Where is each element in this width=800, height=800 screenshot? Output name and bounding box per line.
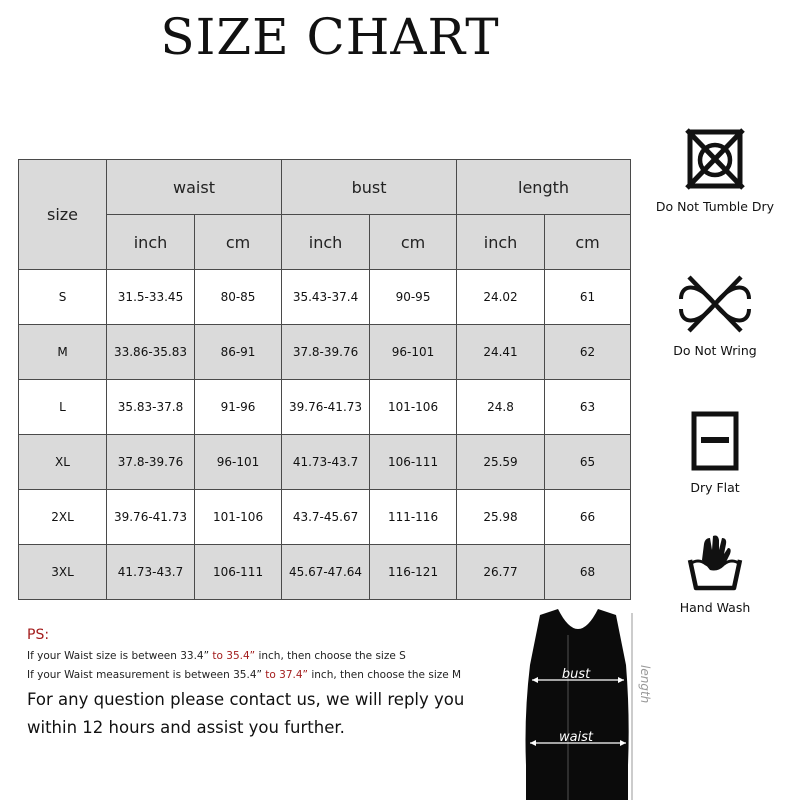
note-text: inch, then choose the size M	[311, 669, 462, 681]
table-cell: 35.43-37.4	[282, 270, 370, 325]
unit-header: cm	[545, 215, 631, 270]
table-cell: 96-101	[370, 325, 457, 380]
table-cell: 25.98	[457, 490, 545, 545]
vest-body	[526, 609, 629, 800]
table-cell: 66	[545, 490, 631, 545]
table-cell: 68	[545, 545, 631, 600]
care-dry-flat	[640, 410, 790, 495]
care-label: Do Not Wring	[673, 343, 757, 358]
care-label: Do Not Tumble Dry	[655, 199, 775, 214]
table-cell: 26.77	[457, 545, 545, 600]
table-cell: 24.8	[457, 380, 545, 435]
size-cell: 3XL	[19, 545, 107, 600]
table-cell: 62	[545, 325, 631, 380]
ps-label: PS:	[27, 627, 50, 643]
size-cell: 2XL	[19, 490, 107, 545]
size-table	[18, 159, 631, 600]
table-cell: 31.5-33.45	[107, 270, 195, 325]
unit-header: inch	[282, 215, 370, 270]
table-cell: 111-116	[370, 490, 457, 545]
table-header-row	[19, 160, 631, 215]
note-text: If your Waist measurement is between 35.4”	[27, 669, 262, 681]
table-cell: 43.7-45.67	[282, 490, 370, 545]
note-text: If your Waist size is between 33.4”	[27, 650, 210, 662]
hand-wash-icon	[682, 530, 748, 592]
unit-header: inch	[107, 215, 195, 270]
do-not-wring-icon	[675, 273, 755, 335]
table-row	[19, 490, 631, 545]
table-cell: 24.02	[457, 270, 545, 325]
table-cell: 35.83-37.8	[107, 380, 195, 435]
care-label: Hand Wash	[679, 600, 751, 615]
table-cell: 86-91	[195, 325, 282, 380]
table-cell: 116-121	[370, 545, 457, 600]
table-unit-row	[19, 215, 631, 270]
table-cell: 80-85	[195, 270, 282, 325]
vest-diagram	[512, 605, 662, 800]
table-cell: 37.8-39.76	[107, 435, 195, 490]
table-row	[19, 435, 631, 490]
care-label: Dry Flat	[690, 480, 740, 495]
length-header: length	[457, 160, 631, 215]
size-cell: S	[19, 270, 107, 325]
table-cell: 33.86-35.83	[107, 325, 195, 380]
table-row	[19, 325, 631, 380]
table-cell: 61	[545, 270, 631, 325]
page-title: SIZE CHART	[160, 8, 500, 66]
care-do-not-wring	[640, 273, 790, 358]
waist-label: waist	[558, 730, 594, 745]
table-cell: 24.41	[457, 325, 545, 380]
table-cell: 41.73-43.7	[282, 435, 370, 490]
waist-header: waist	[107, 160, 282, 215]
table-cell: 106-111	[370, 435, 457, 490]
bust-header: bust	[282, 160, 457, 215]
dry-flat-icon	[690, 410, 740, 472]
table-row	[19, 545, 631, 600]
size-cell: M	[19, 325, 107, 380]
length-label: length	[638, 665, 652, 704]
unit-header: inch	[457, 215, 545, 270]
size-header: size	[19, 160, 107, 270]
table-cell: 101-106	[195, 490, 282, 545]
bust-label: bust	[561, 667, 591, 682]
unit-header: cm	[195, 215, 282, 270]
care-do-not-tumble-dry	[640, 127, 790, 214]
table-cell: 37.8-39.76	[282, 325, 370, 380]
note-range: to 35.4”	[212, 650, 256, 662]
table-cell: 39.76-41.73	[107, 490, 195, 545]
table-cell: 39.76-41.73	[282, 380, 370, 435]
table-cell: 41.73-43.7	[107, 545, 195, 600]
size-cell: XL	[19, 435, 107, 490]
table-cell: 90-95	[370, 270, 457, 325]
table-row	[19, 380, 631, 435]
table-cell: 91-96	[195, 380, 282, 435]
note-range: to 37.4”	[265, 669, 308, 681]
size-cell: L	[19, 380, 107, 435]
table-cell: 101-106	[370, 380, 457, 435]
size-note-1	[27, 650, 406, 662]
care-hand-wash	[640, 530, 790, 615]
table-cell: 65	[545, 435, 631, 490]
table-cell: 45.67-47.64	[282, 545, 370, 600]
note-text: inch, then choose the size S	[258, 650, 406, 662]
unit-header: cm	[370, 215, 457, 270]
table-cell: 106-111	[195, 545, 282, 600]
size-note-2	[27, 669, 461, 681]
do-not-tumble-dry-icon	[684, 127, 746, 191]
table-row	[19, 270, 631, 325]
table-cell: 25.59	[457, 435, 545, 490]
table-cell: 96-101	[195, 435, 282, 490]
table-cell: 63	[545, 380, 631, 435]
contact-text: For any question please contact us, we will reply you within 12 hours and assist you further.	[27, 690, 465, 737]
